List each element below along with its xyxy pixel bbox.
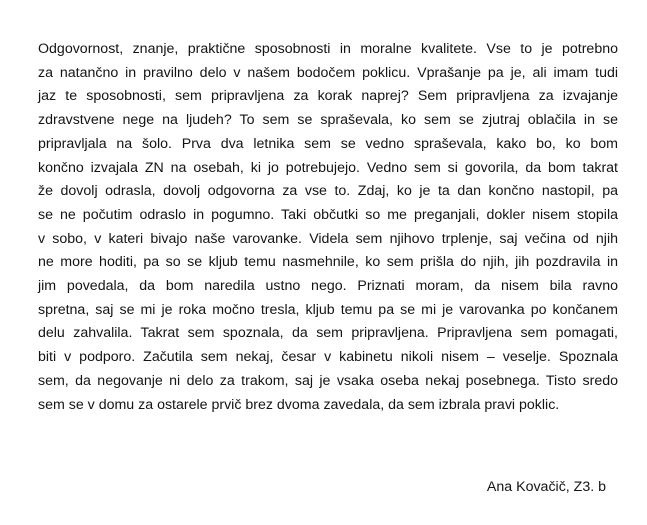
text-line: ne more hoditi, pa so se kljub temu nasmehnile, ko sem prišla do njih, jih pozdravila in [38,254,618,271]
text-line: zdravstvene nege na ljudeh? To sem se spraševala, ko sem se zjutraj oblačila in se [38,112,618,129]
text-line: jim povedala, da bom naredila ustno nego. Priznati moram, da nisem bila ravno [38,278,618,295]
text-line: jaz te sposobnosti, sem pripravljena za korak naprej? Sem pripravljena za izvajanje [38,88,618,105]
text-line: sem, da negovanje ni delo za trakom, saj je vsaka oseba nekaj posebnega. Tisto sredo [38,372,618,389]
essay-paragraph [38,38,618,417]
text-line: spretna, saj se mi je roka močno tresla, kljub temu pa se mi je varovanka po končanem [38,301,618,318]
text-line: za natančno in pravilno delo v našem bodočem poklicu. Vprašanje pa je, ali imam tudi [38,64,618,81]
text-line: pripravljala na šolo. Prva dva letnika sem se vedno spraševala, kako bo, ko bom [38,135,618,152]
text-line: v sobo, v kateri bivajo naše varovanke. Videla sem njihovo trplenje, saj večina od njih [38,230,618,247]
author-signature: Ana Kovačič, Z3. b [486,479,606,495]
text-line: delu zahvalila. Takrat sem spoznala, da sem pripravljena. Pripravljena sem pomagati, [38,325,618,342]
text-line: se ne počutim odraslo in pogumno. Taki občutki so me preganjali, dokler nisem stopila [38,206,618,223]
text-line: končno izvajala ZN na osebah, ki jo potrebujejo. Vedno sem si govorila, da bom takrat [38,159,618,176]
text-line: sem se v domu za ostarele prvič brez dvoma zavedala, da sem izbrala pravi poklic. [38,396,560,413]
text-line: biti v podporo. Začutila sem nekaj, česar v kabinetu nikoli nisem – veselje. Spoznala [38,349,618,366]
text-line: že dovolj odrasla, dovolj odgovorna za vse to. Zdaj, ko je ta dan končno nastopil, pa [38,183,618,200]
text-line: Odgovornost, znanje, praktične sposobnosti in moralne kvalitete. Vse to je potrebno [38,41,618,57]
